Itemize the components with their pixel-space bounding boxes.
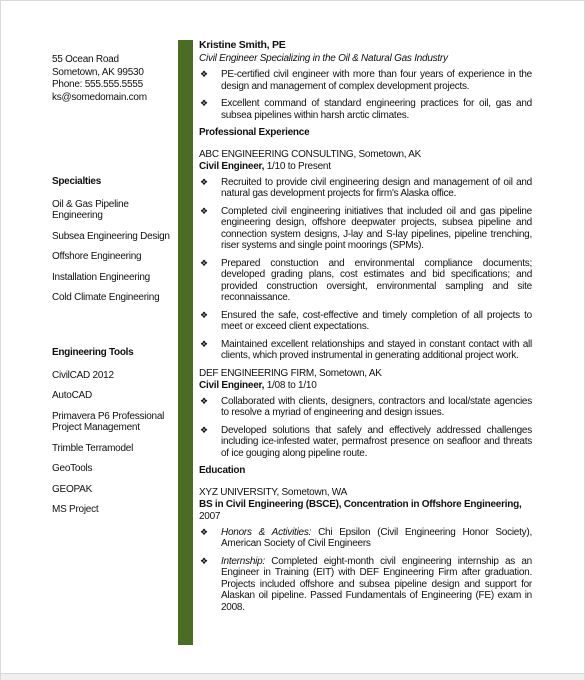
diamond-bullet-icon: ❖: [200, 205, 208, 216]
specialties-heading: Specialties: [52, 176, 101, 187]
accent-divider-bar: [178, 40, 193, 645]
job-entry: [199, 149, 532, 362]
summary-item: [199, 69, 532, 92]
job-bullet-text: Developed solutions that safely and effectively addressed challenges including ice-infested water, permafrost presence on seafloor and threats of ice gouging along pipeline route.: [221, 424, 532, 459]
job-bullet: [199, 310, 532, 333]
main-column: [199, 39, 532, 619]
specialty-item: Oil & Gas Pipeline Engineering: [52, 198, 129, 222]
job-bullet-text: Maintained excellent relationships and stayed in constant contact with all clients, which proved instrumental in generating additional project work.: [221, 338, 532, 361]
job-bullet: [199, 206, 532, 252]
tool-item: Primavera P6 Professional Project Management: [52, 410, 165, 434]
tool-item: Trimble Terramodel: [52, 442, 134, 454]
job-bullet-text: Recruited to provide civil engineering design and management of oil and natural gas development projects for firm's Alaska office.: [221, 176, 532, 199]
employer-name: DEF ENGINEERING FIRM, Sometown, AK: [199, 367, 382, 379]
tool-item: GeoTools: [52, 463, 93, 475]
diamond-bullet-icon: ❖: [200, 338, 208, 349]
engineering-tools-section: [52, 347, 177, 525]
education-heading: Education: [199, 465, 246, 476]
degree-name: BS in Civil Engineering (BSCE), Concentration in Offshore Engineering,: [199, 498, 522, 510]
specialty-item: Cold Climate Engineering: [52, 292, 160, 304]
summary-list: [199, 69, 532, 121]
specialties-list: [52, 199, 177, 304]
education-bullet: [199, 556, 532, 614]
tool-item: MS Project: [52, 504, 99, 516]
job-bullet: [199, 425, 532, 460]
diamond-bullet-icon: ❖: [200, 395, 208, 406]
employer-name: ABC ENGINEERING CONSULTING, Sometown, AK: [199, 148, 422, 160]
address-line-1: 55 Ocean Road: [52, 54, 119, 65]
job-title: Civil Engineer,: [199, 379, 265, 391]
candidate-name: Kristine Smith, PE: [199, 39, 286, 51]
specialty-item: Installation Engineering: [52, 271, 150, 283]
job-bullet: [199, 177, 532, 200]
job-title-line: [199, 380, 532, 392]
school-name: XYZ UNIVERSITY, Sometown, WA: [199, 486, 348, 498]
page-bottom-edge: [1, 673, 584, 680]
job-bullet-text: Ensured the safe, cost-effective and timely completion of all projects to meet or exceed client expectations.: [221, 309, 532, 332]
job-title: Civil Engineer,: [199, 160, 265, 172]
tool-item: GEOPAK: [52, 483, 92, 495]
specialties-section: [52, 176, 177, 313]
specialty-item: Subsea Engineering Design: [52, 230, 170, 242]
diamond-bullet-icon: ❖: [200, 69, 208, 79]
candidate-tagline: Civil Engineer Specializing in the Oil & Natural Gas Industry: [199, 53, 448, 64]
email-address: ks@somedomain.com: [52, 91, 147, 103]
honors-label: Honors & Activities:: [221, 526, 312, 538]
address-line-2: Sometown, AK 99530: [52, 66, 144, 78]
left-column: [52, 54, 177, 516]
diamond-bullet-icon: ❖: [200, 257, 208, 268]
specialty-item: Offshore Engineering: [52, 251, 142, 263]
education-entry: [199, 487, 532, 614]
engineering-tools-heading: Engineering Tools: [52, 347, 134, 358]
diamond-bullet-icon: ❖: [200, 309, 208, 320]
diamond-bullet-icon: ❖: [200, 555, 208, 566]
job-entry: [199, 368, 532, 460]
experience-heading: Professional Experience: [199, 127, 310, 138]
job-title-line: [199, 161, 532, 173]
job-dates: 1/08 to 1/10: [264, 379, 317, 391]
job-bullets: [199, 177, 532, 362]
internship-label: Internship:: [221, 555, 265, 567]
degree-year: 2007: [199, 510, 221, 522]
summary-text: PE-certified civil engineer with more than four years of experience in the design and management of complex development projects.: [221, 69, 532, 92]
job-bullet: [199, 396, 532, 419]
job-bullets: [199, 396, 532, 460]
diamond-bullet-icon: ❖: [200, 98, 208, 108]
diamond-bullet-icon: ❖: [200, 526, 208, 537]
summary-item: [199, 98, 532, 121]
diamond-bullet-icon: ❖: [200, 424, 208, 435]
tool-item: AutoCAD: [52, 390, 92, 402]
summary-text: Excellent command of standard engineering practices for oil, gas and subsea pipelines within harsh arctic climates.: [221, 98, 532, 121]
phone-number: Phone: 555.555.5555: [52, 79, 143, 91]
job-dates: 1/10 to Present: [264, 160, 331, 172]
education-bullet: [199, 527, 532, 550]
tool-item: CivilCAD 2012: [52, 369, 114, 381]
job-bullet: [199, 339, 532, 362]
job-bullet-text: Completed civil engineering initiatives that included oil and gas pipeline engineering design, offshore deepwater projects, subsea pipeline and connection system designs, J-lay and S-lay pipelines, pipeline trenching, riser systems and single point moorings (SPMs).: [221, 205, 532, 251]
job-bullet: [199, 258, 532, 304]
honors-text: Chi Epsilon (Civil Engineering Honor Society), American Society of Civil Engineers: [221, 526, 533, 549]
job-bullet-text: Prepared constuction and environmental compliance documents; developed grading plans, cost estimates and bid specifications; and provided construction oversight, environmental sampling and site reconnaissance.: [221, 257, 532, 303]
diamond-bullet-icon: ❖: [200, 176, 208, 187]
contact-block: [52, 54, 177, 104]
internship-text: Completed eight-month civil engineering internship as an Engineer in Training (EIT) with DEF Engineering Firm after graduation. Projects included offshore and subsea pipeline design and support for Alaskan oil pipeline. Passed Fundamentals of Engineering (FE) exam in 2008.: [221, 555, 532, 613]
job-bullet-text: Collaborated with clients, designers, contractors and local/state agencies to resolve a myriad of engineering and design issues.: [221, 395, 532, 418]
engineering-tools-list: [52, 370, 177, 516]
education-bullets: [199, 527, 532, 614]
